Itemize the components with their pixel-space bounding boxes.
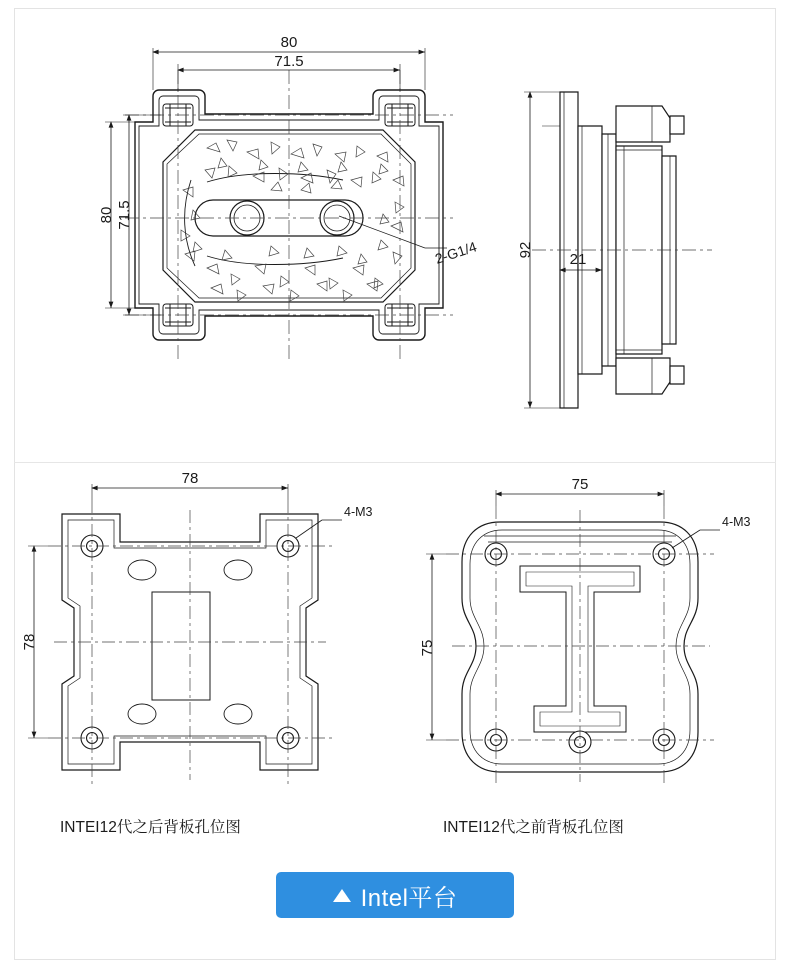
dim-715-top: 71.5 bbox=[274, 53, 304, 70]
dim-78-top: 78 bbox=[181, 470, 199, 487]
platform-badge bbox=[276, 872, 514, 918]
note-2-g14: 2-G1/4 bbox=[432, 238, 479, 267]
dim-715-left: 71.5 bbox=[116, 200, 133, 230]
dim-75-top: 75 bbox=[571, 476, 589, 493]
dim-80-top: 80 bbox=[280, 34, 298, 51]
side-view-drawing bbox=[512, 30, 762, 450]
dim-78-left: 78 bbox=[21, 633, 38, 651]
section-divider bbox=[14, 462, 776, 463]
caption-backplate-after: INTEI12代之后背板孔位图 bbox=[60, 819, 241, 836]
triangle-up-icon bbox=[333, 889, 351, 902]
dim-92: 92 bbox=[517, 241, 534, 259]
note-4-m3-after: 4-M3 bbox=[344, 505, 373, 519]
dim-21: 21 bbox=[569, 251, 587, 268]
backplate-after-drawing bbox=[10, 470, 390, 820]
top-view-drawing bbox=[95, 30, 515, 450]
backplate-before-drawing bbox=[400, 470, 780, 820]
note-4-m3-before: 4-M3 bbox=[722, 515, 751, 529]
dim-80-left: 80 bbox=[98, 206, 115, 224]
dim-75-left: 75 bbox=[419, 639, 436, 657]
caption-backplate-before: INTEI12代之前背板孔位图 bbox=[443, 819, 624, 836]
platform-badge-label: Intel平台 bbox=[360, 884, 458, 912]
